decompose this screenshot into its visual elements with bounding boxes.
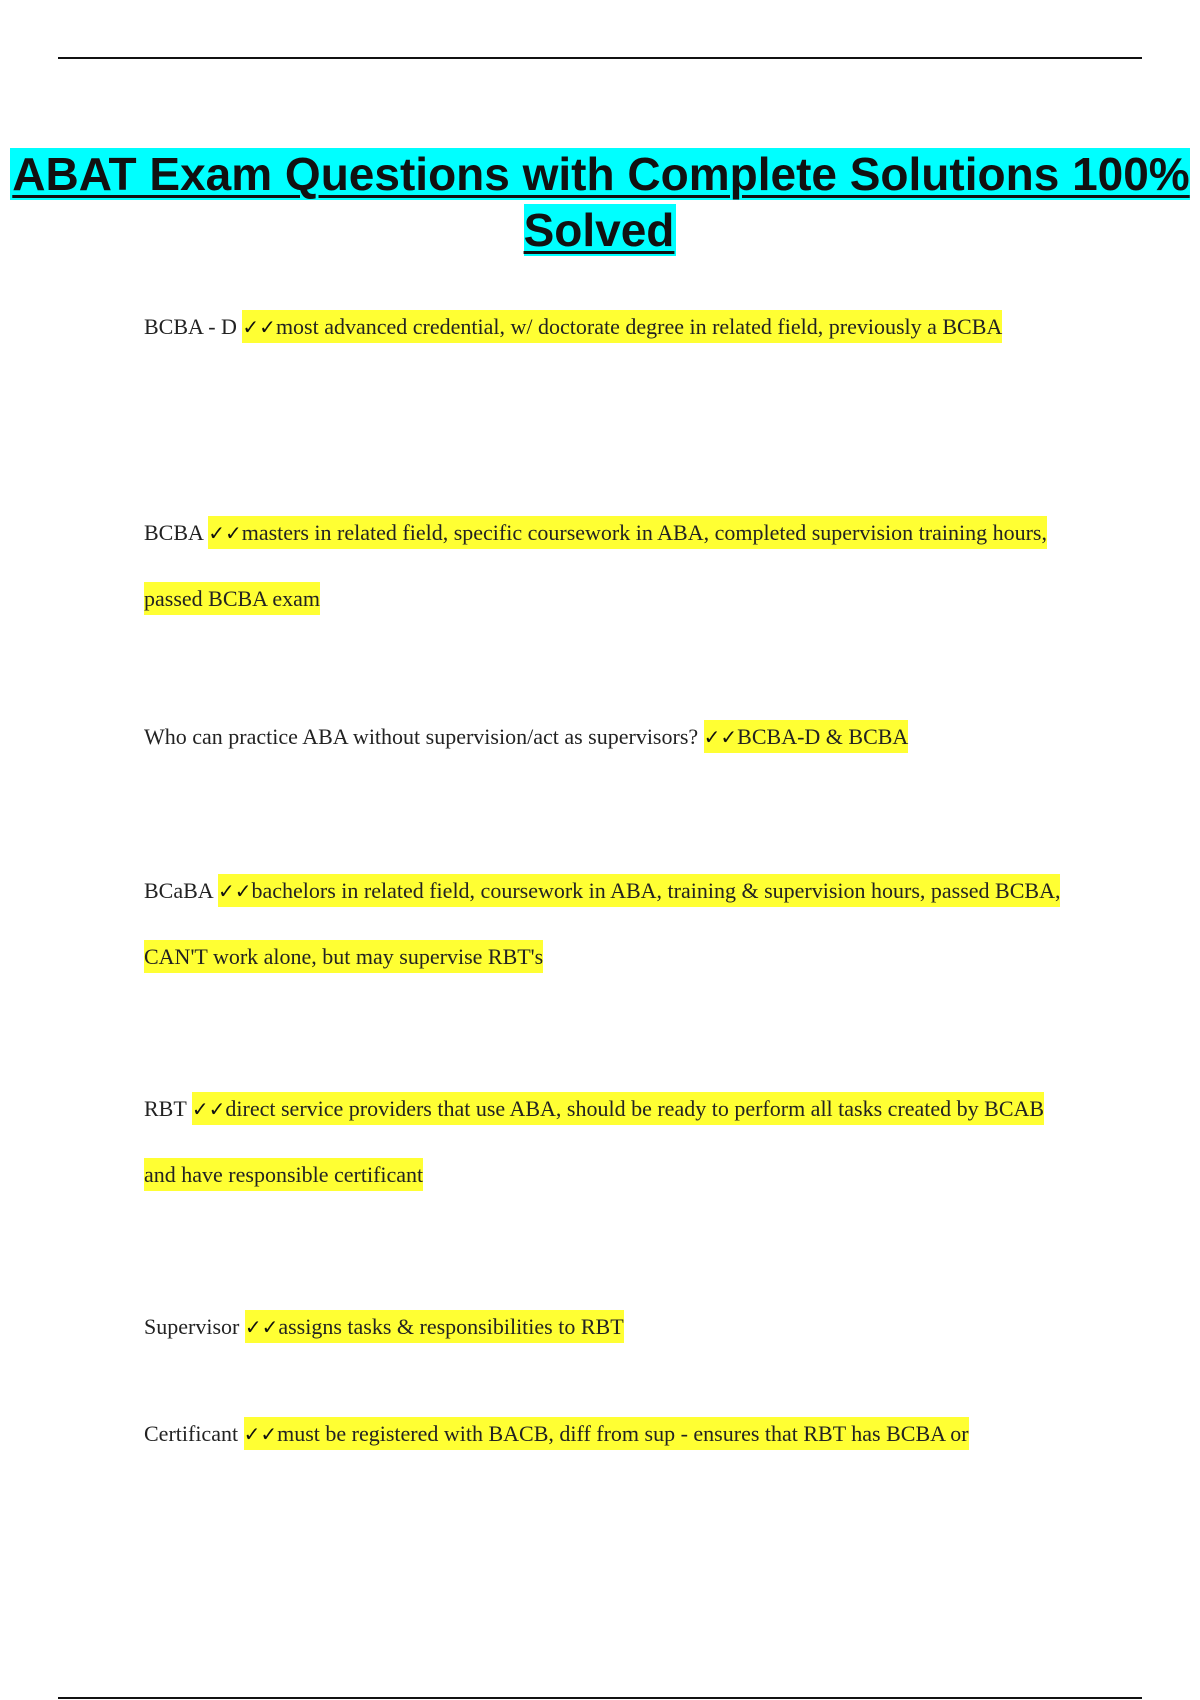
double-check-icon: ✓✓ bbox=[242, 315, 276, 339]
qa-answer bbox=[144, 874, 1060, 973]
top-rule bbox=[58, 57, 1142, 59]
qa-answer-text: most advanced credential, w/ doctorate degree in related field, previously a BCBA bbox=[275, 314, 1003, 339]
qa-entry-supervisor bbox=[144, 1306, 1079, 1348]
qa-term: Who can practice ABA without supervision/act as supervisors? bbox=[144, 724, 704, 749]
qa-term: Certificant bbox=[144, 1421, 244, 1446]
qa-term: Supervisor bbox=[144, 1314, 245, 1339]
qa-term: RBT bbox=[144, 1096, 192, 1121]
qa-answer-text: must be registered with BACB, diff from sup - ensures that RBT has BCBA or bbox=[277, 1421, 969, 1446]
double-check-icon: ✓✓ bbox=[217, 879, 252, 903]
qa-entry-bcaba bbox=[144, 858, 1079, 990]
qa-answer bbox=[144, 1092, 1044, 1191]
bottom-rule bbox=[58, 1697, 1142, 1699]
qa-term: BCBA bbox=[144, 520, 209, 545]
qa-entry-certificant bbox=[144, 1413, 1079, 1455]
qa-entry-rbt bbox=[144, 1076, 1079, 1208]
qa-entry-bcba bbox=[144, 500, 1079, 632]
double-check-icon: ✓✓ bbox=[244, 1315, 279, 1339]
double-check-icon: ✓✓ bbox=[191, 1097, 226, 1121]
document-title bbox=[0, 146, 1200, 258]
qa-answer-text: assigns tasks & responsibilities to RBT bbox=[278, 1314, 624, 1339]
qa-answer-text: masters in related field, specific coursework in ABA, completed supervision training hours, passed BCBA exam bbox=[144, 520, 1047, 611]
document-title-text: ABAT Exam Questions with Complete Solutions 100% Solved bbox=[12, 148, 1190, 256]
qa-answer bbox=[704, 720, 909, 753]
qa-entry-supervision bbox=[144, 716, 1079, 758]
qa-answer-text: direct service providers that use ABA, should be ready to perform all tasks created by BCAB and have responsible certificant bbox=[144, 1096, 1045, 1187]
qa-answer bbox=[244, 1417, 969, 1450]
double-check-icon: ✓✓ bbox=[243, 1422, 278, 1446]
qa-answer bbox=[144, 516, 1047, 615]
double-check-icon: ✓✓ bbox=[208, 521, 242, 545]
qa-answer bbox=[245, 1310, 624, 1343]
qa-answer-text: BCBA-D & BCBA bbox=[737, 724, 909, 749]
qa-answer bbox=[242, 310, 1002, 343]
qa-answer-text: bachelors in related field, coursework in ABA, training & supervision hours, passed BCBA, CAN'T work alone, but may supervise RBT's bbox=[144, 878, 1061, 969]
double-check-icon: ✓✓ bbox=[703, 725, 738, 749]
qa-entry-bcba-d bbox=[144, 306, 1079, 348]
qa-term: BCBA - D bbox=[144, 314, 243, 339]
qa-term: BCaBA bbox=[144, 878, 218, 903]
